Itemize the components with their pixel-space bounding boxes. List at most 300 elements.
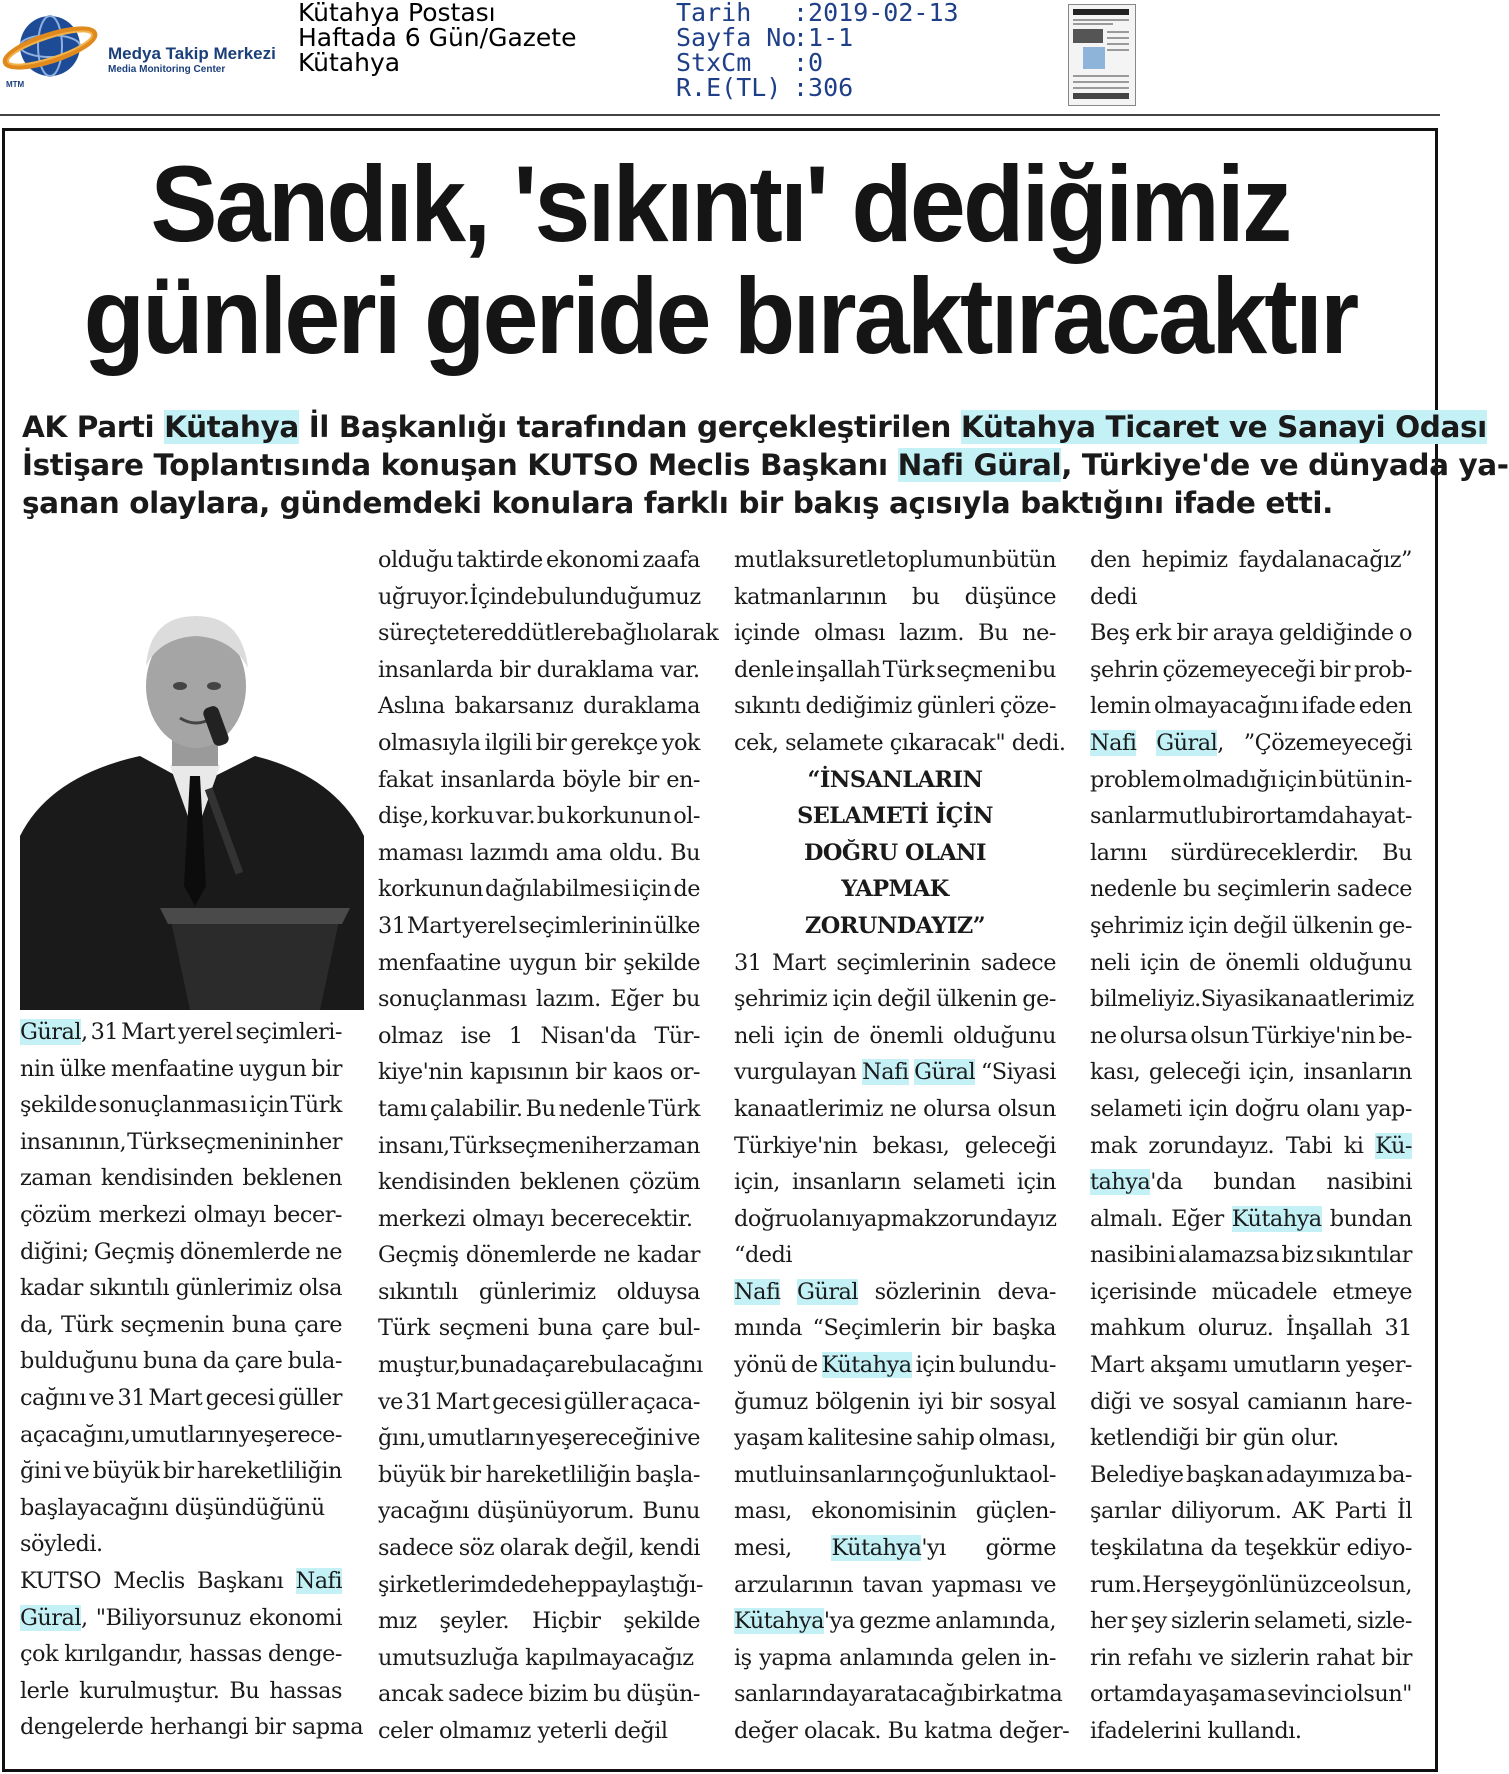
lead-line bbox=[22, 446, 1509, 484]
word: mutlu bbox=[1157, 803, 1222, 830]
word: sadece bbox=[980, 949, 1056, 976]
word: ediyo- bbox=[1346, 1535, 1412, 1562]
lead-text: AK Parti bbox=[22, 410, 165, 444]
word: beklenen bbox=[242, 1165, 342, 1192]
word bbox=[862, 1054, 908, 1091]
word: be- bbox=[1378, 1022, 1412, 1049]
word: in- bbox=[1028, 1644, 1056, 1671]
article-column-4 bbox=[1090, 542, 1412, 1750]
word: buna bbox=[537, 1315, 593, 1342]
word: Eğer bbox=[610, 986, 663, 1013]
body-line bbox=[20, 1563, 342, 1600]
word: dönemlerde bbox=[465, 1242, 597, 1269]
body-line bbox=[378, 945, 700, 982]
source-info bbox=[298, 0, 576, 75]
word: için bbox=[1139, 949, 1180, 976]
word: menfaatine bbox=[110, 1055, 234, 1082]
word: nin bbox=[20, 1055, 55, 1082]
body-line bbox=[378, 1091, 700, 1128]
body-line bbox=[20, 1160, 342, 1197]
thumb-line bbox=[1107, 49, 1129, 51]
word: "Biliyorsunuz bbox=[95, 1604, 241, 1631]
word: kurulmuştur. bbox=[79, 1677, 220, 1704]
body-line: celer olmamız yeterli değil bbox=[378, 1718, 668, 1744]
word: ki bbox=[1343, 1132, 1364, 1159]
word: suretle bbox=[810, 547, 887, 573]
article-column-1 bbox=[20, 1014, 364, 1746]
word: Türkiye'nin bbox=[734, 1132, 858, 1159]
word: düşün- bbox=[626, 1681, 700, 1708]
word: hareketliliğin bbox=[196, 1458, 342, 1485]
word: kalitesine bbox=[807, 1425, 913, 1452]
word: çare bbox=[601, 1315, 650, 1342]
body-line bbox=[1090, 1018, 1412, 1055]
word: Mart bbox=[1090, 1352, 1144, 1379]
word: katmanlarının bbox=[734, 583, 887, 610]
word: günlerimiz bbox=[478, 1278, 596, 1305]
word: insanların bbox=[798, 1461, 907, 1488]
highlighted-term: Kütahya Ticaret ve Sanayi Odası bbox=[960, 410, 1487, 444]
word: hepimiz bbox=[1141, 547, 1228, 573]
word: diliyorum. bbox=[1171, 1498, 1282, 1525]
word: Güral, bbox=[20, 1019, 88, 1045]
word: sadece bbox=[378, 1535, 454, 1562]
word: sürdüreceklerdir. bbox=[1170, 839, 1359, 866]
highlighted-term: Güral bbox=[1156, 729, 1218, 756]
word: sıkıntılar bbox=[1315, 1242, 1412, 1269]
word bbox=[296, 1563, 342, 1600]
word: sonuçlanması bbox=[378, 986, 527, 1013]
body-line bbox=[1090, 725, 1412, 762]
word: bir bbox=[449, 1461, 481, 1488]
word: paylaştığı- bbox=[590, 1571, 703, 1598]
word: şehrin bbox=[1090, 656, 1159, 683]
word: çare bbox=[234, 1348, 283, 1375]
word: mesi, bbox=[734, 1535, 792, 1562]
word: düşünce bbox=[964, 583, 1056, 610]
word: ba- bbox=[1378, 1461, 1412, 1488]
word: bul- bbox=[658, 1315, 700, 1342]
word: şarılar bbox=[1090, 1498, 1161, 1525]
word: seçimlerinin bbox=[518, 912, 653, 939]
body-line bbox=[20, 1600, 342, 1637]
word: için bbox=[249, 1092, 289, 1119]
word: yeşer- bbox=[1346, 1352, 1412, 1379]
word: zaman bbox=[20, 1165, 92, 1192]
word: dediğimiz bbox=[805, 693, 912, 720]
word: Eğer bbox=[1171, 1205, 1224, 1232]
subheading-line: DOĞRU OLANI bbox=[803, 839, 987, 866]
word: açacağını, bbox=[20, 1421, 131, 1448]
word: fakat bbox=[378, 766, 434, 793]
body-line: merkezi olmayı becerecektir. bbox=[378, 1205, 693, 1232]
thumb-line bbox=[1073, 81, 1129, 83]
body-line bbox=[1090, 1603, 1412, 1640]
subheading-line: ZORUNDAYIZ” bbox=[804, 912, 986, 939]
word: da bbox=[1210, 1535, 1238, 1562]
word: araya bbox=[1212, 620, 1274, 647]
highlighted-term: tahya bbox=[1090, 1169, 1151, 1196]
word: için, bbox=[1248, 1059, 1295, 1086]
word: bir bbox=[575, 1059, 606, 1086]
body-line bbox=[378, 835, 700, 872]
word: deva- bbox=[997, 1278, 1056, 1305]
page-thumbnail[interactable] bbox=[1068, 4, 1136, 106]
word: büyük bbox=[92, 1458, 160, 1485]
headline-line: Sandık, 'sıkıntı' dediğimiz bbox=[150, 143, 1290, 264]
body-line bbox=[378, 579, 700, 616]
word: değil bbox=[877, 986, 931, 1013]
body-line bbox=[734, 1420, 1056, 1457]
highlighted-term: Kü- bbox=[1375, 1132, 1412, 1159]
word: bağlı bbox=[595, 620, 650, 647]
thumb-line bbox=[1107, 43, 1129, 45]
thumb-highlight bbox=[1083, 47, 1105, 69]
word: bir bbox=[1221, 803, 1253, 830]
word: prob- bbox=[1354, 656, 1412, 683]
body-line bbox=[378, 615, 719, 652]
word: Türk bbox=[61, 1311, 113, 1338]
article-column-3 bbox=[734, 542, 1070, 1750]
word: kadar bbox=[20, 1275, 83, 1302]
word: kapısının bbox=[469, 1059, 569, 1086]
word: umutların bbox=[1232, 1352, 1341, 1379]
body-line bbox=[378, 1347, 703, 1384]
word: KUTSO bbox=[20, 1567, 101, 1594]
word: bir bbox=[1381, 1644, 1412, 1671]
word: nasibini bbox=[1326, 1169, 1412, 1196]
word: denle bbox=[734, 656, 794, 683]
word: korku bbox=[430, 803, 494, 830]
word: ol- bbox=[1029, 1461, 1056, 1488]
word: bulunduğumuz bbox=[536, 583, 701, 610]
word: yerel bbox=[178, 1019, 233, 1045]
word: inşallah bbox=[795, 656, 881, 683]
word: için bbox=[783, 1022, 824, 1049]
word: oldu. bbox=[609, 839, 664, 866]
word: eden bbox=[1358, 693, 1412, 720]
word: ve bbox=[89, 1384, 115, 1411]
word: kası, bbox=[1090, 1059, 1141, 1086]
word: bundan bbox=[1329, 1205, 1412, 1232]
word: yapmak bbox=[851, 1205, 938, 1232]
thumb-line bbox=[1107, 31, 1129, 33]
word: şey bbox=[1130, 1608, 1167, 1635]
body-line bbox=[1090, 1530, 1412, 1567]
word: uğruyor. bbox=[378, 583, 470, 610]
word: önemli bbox=[869, 1022, 944, 1049]
body-line bbox=[1090, 945, 1412, 982]
word: kanaatlerimiz bbox=[1264, 986, 1414, 1013]
word: uygun bbox=[508, 949, 577, 976]
word: olarak bbox=[499, 1535, 569, 1562]
word: da bbox=[202, 1348, 230, 1375]
word: için bbox=[832, 986, 872, 1013]
word: menfaatine bbox=[378, 949, 501, 976]
body-line bbox=[734, 981, 1056, 1018]
word: bir bbox=[1176, 620, 1208, 647]
word: içerisinde bbox=[1090, 1278, 1197, 1305]
thumb-masthead bbox=[1073, 9, 1129, 15]
body-line bbox=[20, 1051, 342, 1088]
body-line bbox=[1090, 1164, 1412, 1201]
word: Beş bbox=[1090, 620, 1130, 647]
word: ne bbox=[603, 1242, 630, 1269]
word: en- bbox=[666, 766, 700, 793]
word: da bbox=[822, 1681, 849, 1708]
word: ancak bbox=[378, 1681, 443, 1708]
word: rum. bbox=[1090, 1571, 1142, 1598]
word: kırılgandır, bbox=[64, 1641, 183, 1668]
word: hare- bbox=[1355, 1388, 1412, 1415]
word: değil bbox=[1233, 912, 1287, 939]
word: kanaatlerimiz bbox=[734, 1095, 883, 1122]
word: etmeye bbox=[1332, 1278, 1412, 1305]
body-line bbox=[20, 1343, 342, 1380]
word: güller bbox=[277, 1384, 342, 1411]
word: ve bbox=[1139, 1388, 1165, 1415]
word: nedenle bbox=[1090, 876, 1177, 903]
body-line bbox=[1090, 1201, 1412, 1238]
word: 1 bbox=[508, 1022, 523, 1049]
body-line bbox=[734, 1530, 1056, 1567]
word: şeyler. bbox=[439, 1608, 510, 1635]
word: tamı bbox=[378, 1095, 427, 1122]
word: Bu bbox=[525, 1095, 556, 1122]
word: için bbox=[632, 876, 672, 903]
word: larını bbox=[1090, 839, 1147, 866]
body-line bbox=[378, 1384, 700, 1421]
word: çözemeyeceği bbox=[1162, 656, 1316, 683]
article-column-2 bbox=[378, 542, 719, 1750]
thumb-line bbox=[1107, 37, 1129, 39]
word: kendi bbox=[639, 1535, 700, 1562]
body-line bbox=[20, 1673, 342, 1710]
word: Mart bbox=[148, 1384, 203, 1411]
word: lazım. bbox=[899, 620, 964, 647]
body-line bbox=[378, 1237, 700, 1274]
body-line bbox=[20, 1197, 342, 1234]
highlighted-term: Güral bbox=[20, 1019, 82, 1045]
meta-row-ad-value bbox=[676, 75, 959, 100]
word: çalabilir. bbox=[429, 1095, 523, 1122]
word: Bu bbox=[229, 1677, 260, 1704]
body-line bbox=[1090, 1054, 1412, 1091]
word: sosyal bbox=[989, 1388, 1056, 1415]
body-line bbox=[1090, 908, 1412, 945]
highlighted-term: Kütahya bbox=[821, 1352, 912, 1379]
body-line bbox=[20, 1014, 342, 1051]
body-line bbox=[734, 1164, 1056, 1201]
body-line: dengelerde herhangi bir sapma bbox=[20, 1714, 364, 1741]
word: umutların bbox=[427, 1425, 535, 1452]
body-line bbox=[1090, 615, 1412, 652]
body-line bbox=[378, 908, 700, 945]
word: camianın bbox=[1247, 1388, 1347, 1415]
word: sonuçlanması bbox=[98, 1092, 248, 1119]
body-line bbox=[1090, 798, 1412, 835]
word: için bbox=[1188, 912, 1228, 939]
body-line bbox=[734, 652, 1056, 689]
body-line bbox=[378, 1018, 700, 1055]
word: olsa bbox=[298, 1275, 342, 1302]
body-line bbox=[1090, 1274, 1412, 1311]
word bbox=[734, 1274, 780, 1311]
word: Türk bbox=[290, 1092, 342, 1119]
body-line bbox=[734, 1054, 1056, 1091]
body-line bbox=[378, 1128, 700, 1165]
body-line bbox=[1090, 1237, 1412, 1274]
word: maması bbox=[378, 839, 463, 866]
word: lerle bbox=[20, 1677, 70, 1704]
body-line bbox=[20, 1307, 342, 1344]
word: bu bbox=[672, 986, 700, 1013]
word: Meclis bbox=[113, 1567, 185, 1594]
word: ortamda bbox=[1252, 803, 1345, 830]
word: muştur, bbox=[378, 1352, 461, 1379]
subheading-line: YAPMAK bbox=[841, 876, 949, 903]
word: Türkiye'nin bbox=[1251, 1022, 1376, 1049]
word: olsun, bbox=[1346, 1571, 1412, 1598]
word: olması bbox=[814, 620, 885, 647]
word: doğru bbox=[1234, 1095, 1300, 1122]
word: Başkanı bbox=[197, 1567, 284, 1594]
word: insanının, bbox=[20, 1128, 127, 1155]
body-line bbox=[20, 1380, 342, 1417]
word: almalı. bbox=[1090, 1205, 1164, 1232]
word: şekilde bbox=[623, 949, 700, 976]
word: korkunun bbox=[566, 803, 672, 830]
body-line bbox=[1090, 1457, 1412, 1494]
word: için bbox=[1278, 766, 1318, 793]
header-divider bbox=[0, 114, 1440, 116]
body-line bbox=[378, 1274, 700, 1311]
word: süreçte bbox=[378, 620, 460, 647]
body-line bbox=[734, 1676, 1063, 1713]
word: olmaz bbox=[378, 1022, 443, 1049]
word: ğini bbox=[20, 1458, 62, 1485]
word: nasibini bbox=[1090, 1242, 1176, 1269]
word: için bbox=[1188, 1095, 1228, 1122]
word: kaos bbox=[612, 1059, 663, 1086]
body-line bbox=[1090, 1128, 1412, 1165]
body-line: dedi bbox=[1090, 583, 1138, 610]
word: tahya'da bbox=[1090, 1169, 1183, 1196]
body-line bbox=[734, 1457, 1056, 1494]
word: Kütahya'yı bbox=[831, 1535, 946, 1562]
word: seçmeni bbox=[501, 1132, 592, 1159]
word: olduysa bbox=[616, 1278, 700, 1305]
word: şehrimiz bbox=[1090, 912, 1184, 939]
word: ğumuz bbox=[734, 1388, 808, 1415]
body-line bbox=[378, 1603, 700, 1640]
body-line: cek, selamete çıkaracak" dedi. bbox=[734, 729, 1066, 756]
word: da, bbox=[20, 1311, 54, 1338]
word: arzularının bbox=[734, 1571, 854, 1598]
word: Bu bbox=[978, 620, 1009, 647]
subheading-line: SELAMETİ İÇİN bbox=[797, 803, 993, 830]
word: olmayacağını bbox=[1154, 693, 1299, 720]
word: de bbox=[1188, 949, 1216, 976]
word: Parti bbox=[1334, 1498, 1387, 1525]
meta-value: :0 bbox=[793, 48, 824, 77]
word: Türk bbox=[127, 1128, 179, 1155]
globe-logo-icon bbox=[2, 6, 98, 90]
body-line bbox=[1090, 1640, 1412, 1677]
word: sizle- bbox=[1356, 1608, 1412, 1635]
body-line bbox=[20, 1453, 342, 1490]
word: bir bbox=[950, 1388, 982, 1415]
word: olursa bbox=[923, 1095, 991, 1122]
word: olduğunu bbox=[1308, 949, 1412, 976]
body-line bbox=[20, 1636, 342, 1673]
lead-paragraph bbox=[22, 408, 1509, 522]
word: ne- bbox=[1022, 620, 1056, 647]
word: şirketlerimde bbox=[378, 1571, 524, 1598]
word: bir bbox=[584, 949, 616, 976]
word: İl bbox=[1396, 1498, 1412, 1525]
word: oluruz. bbox=[1197, 1315, 1274, 1342]
word: erk bbox=[1135, 620, 1172, 647]
word: şekilde bbox=[623, 1608, 700, 1635]
word: başka bbox=[992, 1315, 1056, 1342]
body-line bbox=[1090, 1676, 1412, 1713]
subheading-line: “İNSANLARIN bbox=[807, 766, 983, 793]
word: diğini; bbox=[20, 1238, 89, 1265]
word: insanlarda bbox=[440, 766, 556, 793]
word: neli bbox=[1090, 949, 1130, 976]
word: yerel bbox=[462, 912, 517, 939]
meta-value: :306 bbox=[793, 73, 854, 102]
word: duraklama bbox=[583, 693, 700, 720]
word: sanlar bbox=[1090, 803, 1158, 830]
word: mücadele bbox=[1211, 1278, 1318, 1305]
word: ne bbox=[889, 1095, 917, 1122]
word: gecesi bbox=[205, 1384, 275, 1411]
word bbox=[1375, 1128, 1412, 1165]
word: sahip bbox=[916, 1425, 975, 1452]
word: bir bbox=[1319, 656, 1350, 683]
body-line bbox=[20, 1234, 342, 1271]
word: Türk bbox=[378, 1315, 430, 1342]
word: iyi bbox=[917, 1388, 944, 1415]
word: or- bbox=[669, 1059, 700, 1086]
body-line bbox=[734, 688, 1056, 725]
word: olmasıyla bbox=[378, 729, 481, 756]
word: yeşereceğini bbox=[536, 1425, 674, 1452]
highlighted-term: Kütahya bbox=[1231, 1205, 1322, 1232]
word: bulundu- bbox=[958, 1352, 1056, 1379]
word: bu bbox=[1028, 656, 1056, 683]
word: de bbox=[832, 1022, 860, 1049]
word: hayat- bbox=[1344, 803, 1412, 830]
word: “Seçimlerin bbox=[812, 1315, 941, 1342]
word: ğını, bbox=[378, 1425, 426, 1452]
body-line bbox=[378, 1420, 700, 1457]
word: Güral, bbox=[1156, 729, 1224, 756]
word: katma bbox=[994, 1681, 1063, 1708]
body-line bbox=[734, 1128, 1056, 1165]
meta-key: Sayfa No bbox=[676, 23, 797, 52]
word: günlerimiz bbox=[175, 1275, 293, 1302]
word: dişe, bbox=[378, 803, 429, 830]
lead-line bbox=[22, 408, 1487, 446]
word: güçlen- bbox=[975, 1498, 1056, 1525]
word: Hiçbir bbox=[532, 1608, 601, 1635]
highlighted-term: Nafi bbox=[734, 1278, 781, 1305]
word: ması, bbox=[734, 1498, 792, 1525]
word: Mart bbox=[435, 1388, 490, 1415]
